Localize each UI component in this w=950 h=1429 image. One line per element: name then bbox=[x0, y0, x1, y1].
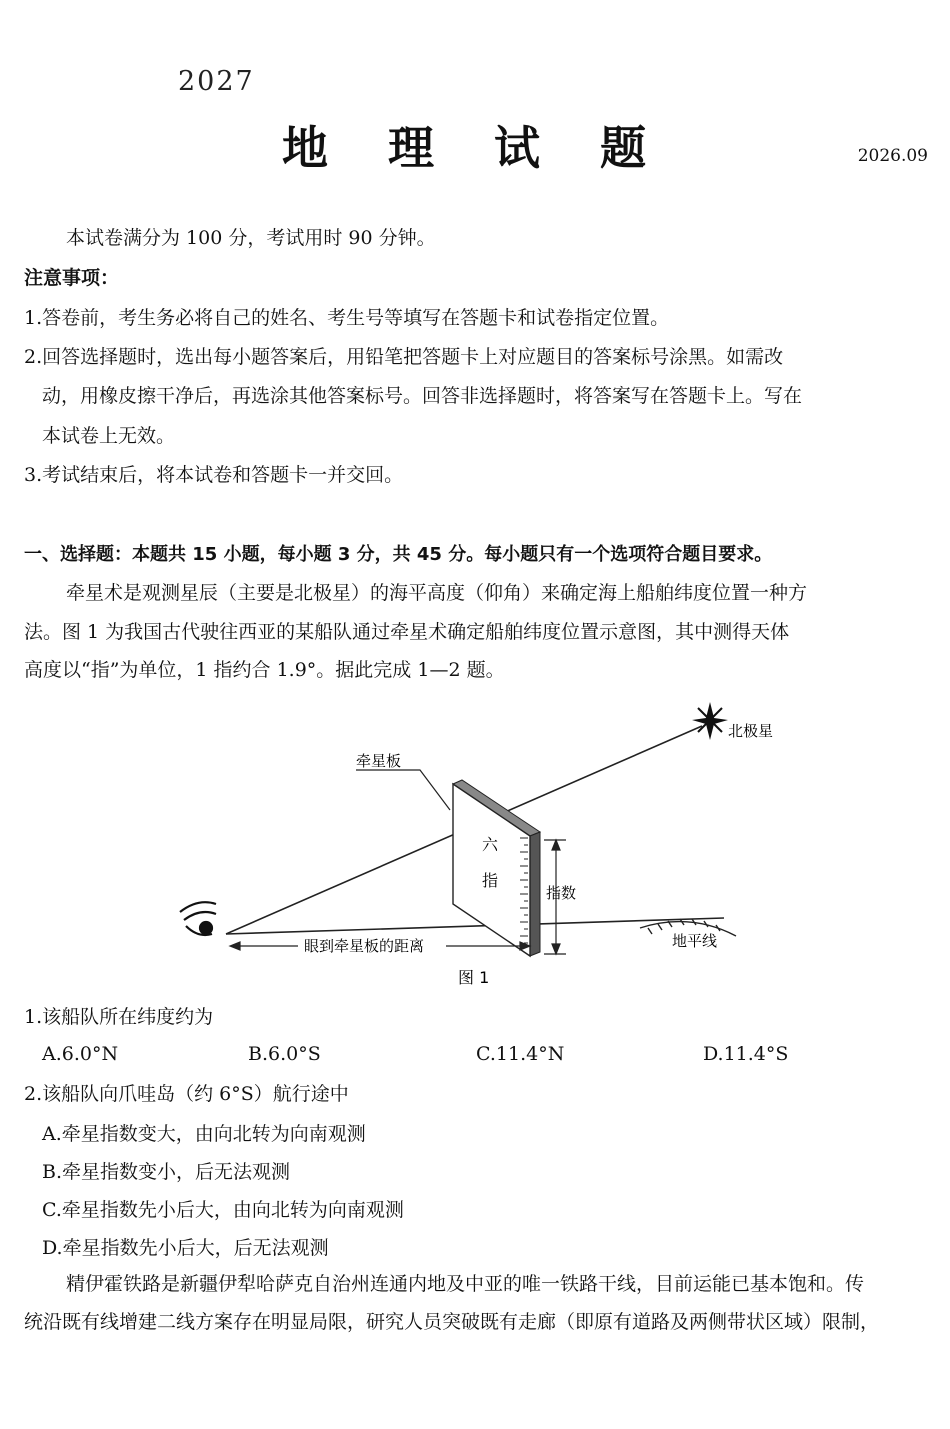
question-1-option-a[interactable]: A.6.0°N bbox=[42, 1043, 119, 1065]
board-finger-label: 指 bbox=[482, 871, 499, 890]
notes-heading: 注意事项： bbox=[24, 267, 120, 289]
question-2-stem: 2.该船队向爪哇岛（约 6°S）航行途中 bbox=[24, 1083, 349, 1105]
question-1-stem: 1.该船队所在纬度约为 bbox=[24, 1006, 214, 1028]
star-board-label: 牵星板 bbox=[356, 752, 402, 770]
horizon-label: 地平线 bbox=[672, 932, 718, 950]
figure-caption: 图 1 bbox=[458, 968, 490, 987]
question-2-option-d[interactable]: D.牵星指数先小后大，后无法观测 bbox=[42, 1237, 329, 1259]
question-1-option-c[interactable]: C.11.4°N bbox=[476, 1043, 565, 1065]
star-board bbox=[453, 780, 540, 956]
question-1-option-d[interactable]: D.11.4°S bbox=[703, 1043, 789, 1065]
passage-line: 高度以“指”为单位，1 指约合 1.9°。据此完成 1—2 题。 bbox=[24, 659, 505, 681]
passage-line: 牵星术是观测星辰（主要是北极星）的海平高度（仰角）来确定海上船舶纬度位置一种方 bbox=[66, 582, 808, 604]
board-six-label: 六 bbox=[482, 835, 499, 854]
question-2-option-c[interactable]: C.牵星指数先小后大，由向北转为向南观测 bbox=[42, 1199, 404, 1221]
passage-line: 法。图 1 为我国古代驶往西亚的某船队通过牵星术确定船舶纬度位置示意图，其中测得天体 bbox=[24, 621, 790, 643]
page-title: 地 理 试 题 bbox=[281, 121, 669, 175]
section-heading: 一、选择题：本题共 15 小题，每小题 3 分，共 45 分。每小题只有一个选项符合题目要求。 bbox=[24, 544, 773, 565]
note-item: 动，用橡皮擦干净后，再选涂其他答案标号。回答非选择题时，将答案写在答题卡上。写在 bbox=[42, 385, 803, 407]
index-label: 指数 bbox=[546, 884, 577, 902]
north-star-icon bbox=[692, 702, 728, 740]
figure-1-diagram bbox=[0, 690, 950, 990]
note-item: 3.考试结束后，将本试卷和答题卡一并交回。 bbox=[24, 464, 404, 486]
note-item: 本试卷上无效。 bbox=[42, 425, 176, 447]
question-1-option-b[interactable]: B.6.0°S bbox=[248, 1043, 321, 1065]
eye-icon bbox=[180, 902, 216, 935]
question-2-option-a[interactable]: A.牵星指数变大，由向北转为向南观测 bbox=[42, 1123, 366, 1145]
passage2-line: 统沿既有线增建二线方案存在明显局限，研究人员突破既有走廊（即原有道路及两侧带状区域）限制， bbox=[24, 1311, 880, 1333]
corner-mark: 2027 bbox=[178, 66, 255, 97]
note-item: 2.回答选择题时，选出每小题答案后，用铅笔把答题卡上对应题目的答案标号涂黑。如需改 bbox=[24, 346, 784, 368]
question-2-option-b[interactable]: B.牵星指数变小，后无法观测 bbox=[42, 1161, 291, 1183]
exam-date: 2026.09 bbox=[857, 146, 928, 166]
intro-text: 本试卷满分为 100 分，考试用时 90 分钟。 bbox=[66, 227, 436, 249]
passage2-line: 精伊霍铁路是新疆伊犁哈萨克自治州连通内地及中亚的唯一铁路干线，目前运能已基本饱和。传 bbox=[66, 1273, 865, 1295]
north-star-label: 北极星 bbox=[728, 722, 774, 740]
star-board-leader bbox=[356, 770, 450, 810]
note-item: 1.答卷前，考生务必将自己的姓名、考生号等填写在答题卡和试卷指定位置。 bbox=[24, 307, 670, 329]
distance-label: 眼到牵星板的距离 bbox=[304, 937, 425, 955]
